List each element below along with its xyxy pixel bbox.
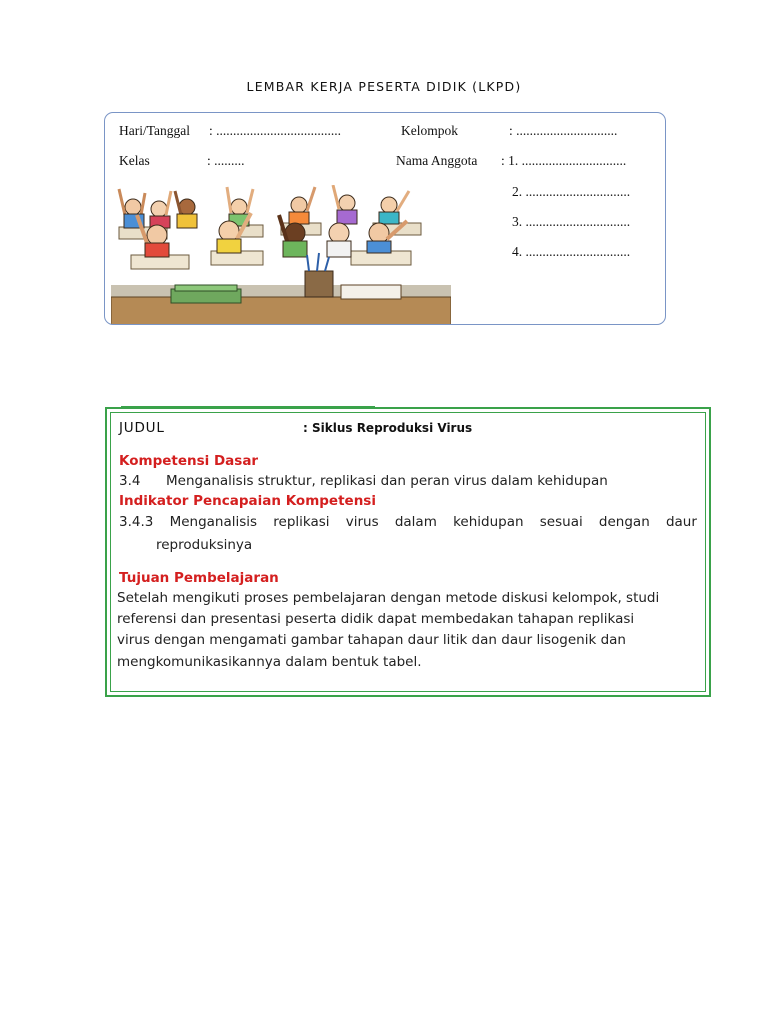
tujuan-heading: Tujuan Pembelajaran xyxy=(119,570,279,586)
kelompok-label: Kelompok xyxy=(401,123,458,138)
anggota-field-3[interactable]: 3. ............................... xyxy=(512,214,631,229)
anggota-field-2[interactable]: 2. ............................... xyxy=(512,184,631,199)
identity-box xyxy=(104,112,666,325)
kd-text: Menganalisis struktur, replikasi dan peran virus dalam kehidupan xyxy=(166,473,608,489)
kelas-label: Kelas xyxy=(119,153,150,168)
nama-anggota-label: Nama Anggota xyxy=(396,153,478,168)
tujuan-line-2: referensi dan presentasi peserta didik dapat membedakan tahapan replikasi xyxy=(117,611,635,627)
page-title: LEMBAR KERJA PESERTA DIDIK (LKPD) xyxy=(246,79,522,94)
anggota-field-4[interactable]: 4. ............................... xyxy=(512,244,631,259)
judul-label: JUDUL xyxy=(119,420,165,436)
tujuan-line-4: mengkomunikasikannya dalam bentuk tabel. xyxy=(117,654,422,670)
ipk-line-2: reproduksinya xyxy=(156,537,253,553)
kelompok-field[interactable]: : .............................. xyxy=(509,123,618,138)
ipk-line-1: 3.4.3 Menganalisis replikasi virus dalam kehidupan sesuai dengan daur xyxy=(119,514,697,530)
tujuan-line-3: virus dengan mengamati gambar tahapan daur litik dan daur lisogenik dan xyxy=(117,632,626,648)
hari-tanggal-field[interactable]: : ..................................... xyxy=(209,123,342,138)
green-accent-bar xyxy=(121,406,375,409)
classroom-illustration xyxy=(111,185,451,325)
kd-number: 3.4 xyxy=(119,473,141,489)
kelas-field[interactable]: : ......... xyxy=(207,153,245,168)
hari-tanggal-label: Hari/Tanggal xyxy=(119,123,191,138)
tujuan-line-1: Setelah mengikuti proses pembelajaran dengan metode diskusi kelompok, studi xyxy=(117,590,660,606)
judul-value: : Siklus Reproduksi Virus xyxy=(303,421,473,435)
kompetensi-dasar-heading: Kompetensi Dasar xyxy=(119,453,259,469)
indikator-heading: Indikator Pencapaian Kompetensi xyxy=(119,493,376,509)
anggota-field-1[interactable]: : 1. ............................... xyxy=(501,153,627,168)
